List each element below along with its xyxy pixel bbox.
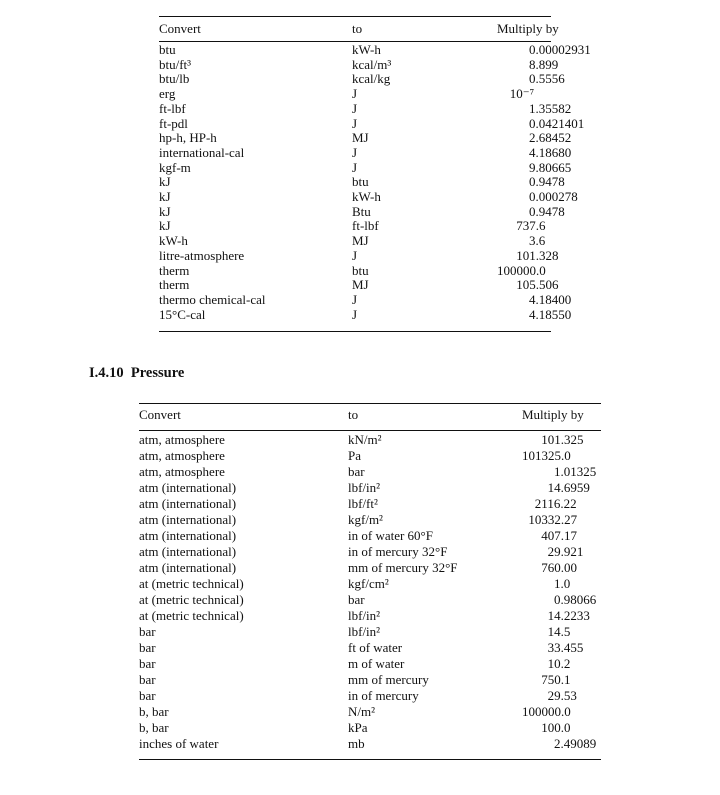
cell-to: kcal/kg: [352, 71, 391, 87]
table-row: [139, 672, 602, 688]
table-row: [159, 205, 591, 220]
cell-multiply-by: 750.1: [541, 672, 571, 687]
cell-multiply-by: 2116.22: [534, 496, 577, 511]
table-row: [139, 720, 602, 736]
table-row: [159, 131, 591, 146]
cell-to: btu: [352, 262, 369, 278]
table-row: [159, 278, 591, 293]
cell-convert: kW-h: [159, 233, 188, 249]
cell-convert: bar: [139, 672, 156, 687]
cell-to: N/m²: [348, 704, 376, 719]
cell-convert: kJ: [159, 203, 171, 219]
table-row: [139, 640, 602, 656]
cell-convert: bar: [139, 624, 156, 639]
table-row: [139, 688, 602, 704]
cell-multiply-by: 4.18550: [529, 306, 572, 322]
table-row: [139, 576, 602, 592]
cell-to: J: [352, 159, 358, 175]
table-header-row: [159, 21, 559, 37]
column-header-to: to: [348, 407, 359, 422]
table-row: [159, 102, 591, 117]
cell-multiply-by: 4.18680: [529, 144, 572, 160]
cell-multiply-by: 105.506: [516, 277, 559, 293]
cell-multiply-by: 4.18400: [529, 291, 572, 307]
cell-multiply-by: 1.0: [554, 576, 571, 591]
cell-convert: atm (international): [139, 480, 237, 495]
table-row: [159, 72, 591, 87]
cell-multiply-by: 101.325: [541, 432, 584, 447]
cell-to: MJ: [352, 277, 369, 293]
cell-convert: btu/ft³: [159, 56, 192, 72]
cell-multiply-by: 33.455: [547, 640, 584, 655]
cell-multiply-by: 10.2: [547, 656, 571, 671]
cell-to: mm of mercury 32°F: [348, 560, 458, 575]
cell-multiply-by: 3.6: [529, 233, 546, 249]
table-row: [139, 624, 602, 640]
cell-to: J: [352, 247, 358, 263]
cell-multiply-by: 2.68452: [529, 130, 572, 146]
energy-table-body: [159, 43, 591, 322]
cell-convert: b, bar: [139, 704, 169, 719]
cell-to: kgf/cm²: [348, 576, 389, 591]
cell-convert: atm, atmosphere: [139, 432, 225, 447]
table-row: [159, 146, 591, 161]
cell-convert: atm, atmosphere: [139, 464, 225, 479]
cell-convert: international-cal: [159, 144, 245, 160]
cell-to: ft-lbf: [352, 218, 379, 234]
table-row: [159, 175, 591, 190]
cell-convert: thermo chemical-cal: [159, 291, 266, 307]
cell-to: Btu: [352, 203, 371, 219]
cell-to: kgf/m²: [348, 512, 383, 527]
cell-multiply-by: 0.00002931: [529, 42, 591, 57]
column-header-multiply-by: Multiply by: [497, 21, 559, 36]
cell-multiply-by: 1.35582: [529, 100, 572, 116]
cell-convert: at (metric technical): [139, 592, 244, 607]
table-row: [159, 234, 591, 249]
cell-multiply-by: 14.6959: [547, 480, 590, 495]
cell-multiply-by: 0.0421401: [529, 115, 585, 131]
cell-convert: b, bar: [139, 720, 169, 735]
cell-multiply-by: 100.0: [541, 720, 571, 735]
table-row: [139, 464, 602, 480]
section-number: I.4.10: [89, 365, 124, 381]
cell-convert: atm, atmosphere: [139, 448, 225, 463]
cell-convert: erg: [159, 86, 176, 102]
table-row: [159, 117, 591, 132]
cell-to: MJ: [352, 233, 369, 249]
cell-convert: atm (international): [139, 560, 237, 575]
cell-to: kcal/m³: [352, 56, 392, 72]
section-heading: [89, 365, 184, 382]
cell-multiply-by: 29.921: [547, 544, 584, 559]
table-row: [159, 219, 591, 234]
table-row: [159, 249, 591, 264]
table-row: [159, 87, 591, 102]
pressure-table-bottom-rule: [139, 759, 601, 760]
table-row: [159, 264, 591, 279]
cell-multiply-by: 0.98066: [554, 592, 597, 607]
cell-convert: bar: [139, 640, 156, 655]
cell-convert: atm (international): [139, 528, 237, 543]
table-row: [159, 161, 591, 176]
table-row: [159, 293, 591, 308]
cell-to: lbf/in²: [348, 480, 381, 495]
table-header-row: [139, 407, 602, 423]
cell-to: J: [352, 86, 358, 102]
cell-to: mm of mercury: [348, 672, 429, 687]
table-row: [159, 58, 591, 73]
cell-convert: kJ: [159, 174, 171, 190]
table-row: [139, 560, 602, 576]
table-row: [139, 496, 602, 512]
cell-multiply-by: 100000.0: [497, 262, 546, 278]
cell-to: J: [352, 291, 358, 307]
table-row: [139, 448, 602, 464]
cell-to: kW-h: [352, 42, 381, 57]
table-row: [139, 608, 602, 624]
cell-to: lbf/ft²: [348, 496, 378, 511]
cell-to: in of water 60°F: [348, 528, 433, 543]
cell-convert: bar: [139, 656, 156, 671]
cell-multiply-by: 29.53: [547, 688, 577, 703]
cell-to: kPa: [348, 720, 368, 735]
pressure-table-top-rule: [139, 403, 601, 404]
cell-multiply-by: 8.899: [529, 56, 559, 72]
cell-convert: therm: [159, 277, 190, 293]
table-row: [139, 528, 602, 544]
cell-convert: therm: [159, 262, 190, 278]
cell-multiply-by: 737.6: [516, 218, 546, 234]
cell-to: kW-h: [352, 189, 381, 205]
cell-to: btu: [352, 174, 369, 190]
cell-multiply-by: 10332.27: [528, 512, 578, 527]
table-row: [139, 736, 602, 752]
cell-convert: at (metric technical): [139, 608, 244, 623]
cell-to: J: [352, 100, 358, 116]
cell-convert: kJ: [159, 189, 171, 205]
cell-to: in of mercury 32°F: [348, 544, 448, 559]
cell-multiply-by: 0.5556: [529, 71, 565, 87]
table-row: [139, 656, 602, 672]
cell-convert: kJ: [159, 218, 171, 234]
cell-to: in of mercury: [348, 688, 419, 703]
cell-convert: atm (international): [139, 544, 237, 559]
cell-convert: atm (international): [139, 512, 237, 527]
table-row: [159, 190, 591, 205]
cell-convert: 15°C-cal: [159, 306, 206, 322]
cell-to: Pa: [348, 448, 361, 463]
cell-to: lbf/in²: [348, 624, 381, 639]
table-row: [159, 43, 591, 58]
energy-table-bottom-rule: [159, 331, 551, 332]
cell-multiply-by: 407.17: [541, 528, 577, 543]
cell-convert: inches of water: [139, 736, 219, 751]
table-row: [139, 512, 602, 528]
table-row: [139, 592, 602, 608]
cell-to: mb: [348, 736, 365, 751]
cell-to: J: [352, 115, 358, 131]
cell-multiply-by: 2.49089: [554, 736, 597, 751]
pressure-conversion-table: [139, 407, 602, 423]
cell-convert: btu/lb: [159, 71, 190, 87]
cell-convert: bar: [139, 688, 156, 703]
cell-multiply-by: 10⁻⁷: [509, 86, 535, 102]
cell-multiply-by: 100000.0: [522, 704, 571, 719]
cell-convert: litre-atmosphere: [159, 247, 245, 263]
column-header-multiply-by: Multiply by: [522, 407, 584, 422]
cell-to: m of water: [348, 656, 405, 671]
cell-convert: ft-pdl: [159, 115, 188, 131]
cell-multiply-by: 14.2233: [547, 608, 590, 623]
cell-to: bar: [348, 464, 365, 479]
table-row: [139, 432, 602, 448]
column-header-convert: Convert: [139, 407, 181, 422]
energy-table-top-rule: [159, 16, 551, 17]
table-row: [139, 480, 602, 496]
cell-to: kN/m²: [348, 432, 382, 447]
cell-multiply-by: 101325.0: [522, 448, 571, 463]
cell-to: J: [352, 306, 358, 322]
cell-multiply-by: 101.328: [516, 247, 559, 263]
pressure-table-header-rule: [139, 430, 601, 431]
cell-multiply-by: 0.000278: [529, 189, 578, 205]
table-row: [139, 544, 602, 560]
cell-multiply-by: 1.01325: [554, 464, 597, 479]
cell-to: J: [352, 144, 358, 160]
table-row: [159, 308, 591, 323]
cell-convert: btu: [159, 42, 176, 57]
cell-multiply-by: 14.5: [547, 624, 571, 639]
energy-conversion-table: [159, 21, 559, 37]
cell-convert: atm (international): [139, 496, 237, 511]
cell-convert: kgf-m: [159, 159, 191, 175]
cell-to: ft of water: [348, 640, 403, 655]
section-title: Pressure: [130, 365, 185, 381]
cell-to: lbf/in²: [348, 608, 381, 623]
cell-to: MJ: [352, 130, 369, 146]
column-header-convert: Convert: [159, 21, 201, 36]
cell-convert: ft-lbf: [159, 100, 186, 116]
cell-multiply-by: 0.9478: [529, 174, 565, 190]
cell-multiply-by: 0.9478: [529, 203, 565, 219]
cell-multiply-by: 760.00: [541, 560, 577, 575]
cell-multiply-by: 9.80665: [529, 159, 572, 175]
column-header-to: to: [352, 21, 363, 36]
table-row: [139, 704, 602, 720]
pressure-table-body: [139, 432, 602, 752]
cell-convert: hp-h, HP-h: [159, 130, 217, 146]
cell-convert: at (metric technical): [139, 576, 244, 591]
cell-to: bar: [348, 592, 365, 607]
